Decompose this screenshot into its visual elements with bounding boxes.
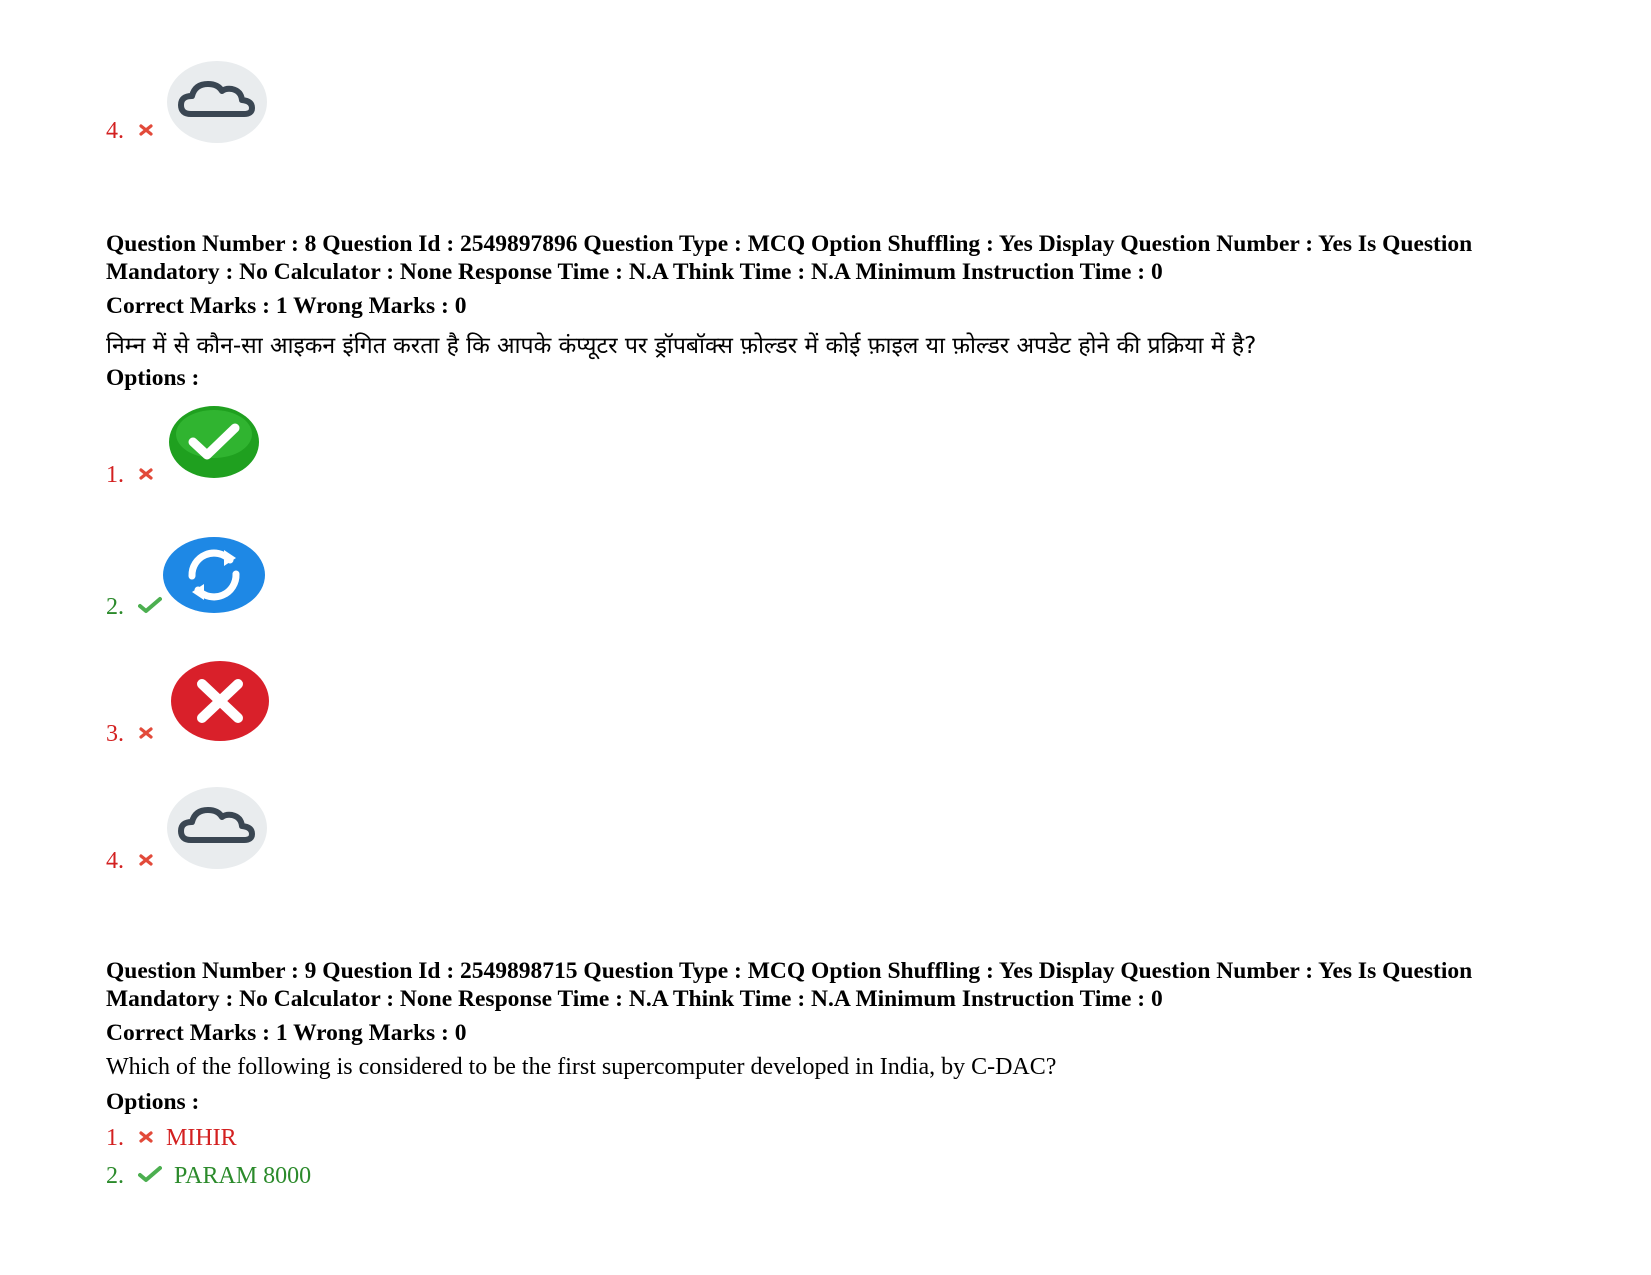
green-check-circle-icon: [167, 404, 261, 485]
cloud-icon: [165, 786, 269, 875]
blue-sync-icon: [162, 536, 266, 619]
option-row: [106, 118, 154, 145]
options-label: Options :: [106, 1089, 200, 1115]
option-number: 2.: [106, 594, 124, 620]
cross-mark-icon: [138, 118, 154, 145]
check-mark-icon: [138, 594, 162, 621]
question-meta-line: Question Number : 8 Question Id : 2549897896 Question Type : MCQ Option Shuffling : Yes Display Question Number : Yes Is Question: [106, 231, 1473, 257]
question-meta-line: Question Number : 9 Question Id : 2549898715 Question Type : MCQ Option Shuffling : Yes Display Question Number : Yes Is Question: [106, 958, 1473, 984]
options-label: Options :: [106, 365, 200, 391]
question-meta-line: Mandatory : No Calculator : None Response Time : N.A Think Time : N.A Minimum Instruction Time : 0: [106, 259, 1163, 285]
marks-line: Correct Marks : 1 Wrong Marks : 0: [106, 1020, 467, 1046]
cross-mark-icon: [138, 462, 154, 489]
question-meta-line: Mandatory : No Calculator : None Response Time : N.A Think Time : N.A Minimum Instruction Time : 0: [106, 986, 1163, 1012]
option-row: [106, 594, 162, 621]
check-mark-icon: [138, 1163, 162, 1190]
option-number: 3.: [106, 721, 124, 747]
option-text: MIHIR: [166, 1125, 237, 1151]
option-row: [106, 1163, 311, 1190]
red-x-circle-icon: [170, 660, 270, 747]
option-number: 4.: [106, 848, 124, 874]
question-meta: [106, 957, 1576, 1013]
option-row: [106, 848, 154, 875]
option-number: 1.: [106, 1125, 124, 1151]
cross-mark-icon: [138, 848, 154, 875]
option-number: 1.: [106, 462, 124, 488]
cross-mark-icon: [138, 1125, 154, 1152]
option-text: PARAM 8000: [174, 1163, 312, 1189]
option-row: [106, 1125, 237, 1152]
option-row: [106, 462, 154, 489]
cloud-icon: [165, 60, 269, 149]
question-text: निम्न में से कौन-सा आइकन इंगित करता है कि आपके कंप्यूटर पर ड्रॉपबॉक्स फ़ोल्डर में कोई फ़ाइल या फ़ोल्डर अपडेट होने की प्रक्रिया में है?: [106, 333, 1257, 359]
option-row: [106, 721, 154, 748]
marks-line: Correct Marks : 1 Wrong Marks : 0: [106, 293, 467, 319]
question-text: Which of the following is considered to be the first supercomputer developed in India, by C-DAC?: [106, 1054, 1057, 1080]
question-meta: [106, 230, 1576, 286]
option-number: 2.: [106, 1163, 124, 1189]
cross-mark-icon: [138, 721, 154, 748]
option-number: 4.: [106, 118, 124, 144]
